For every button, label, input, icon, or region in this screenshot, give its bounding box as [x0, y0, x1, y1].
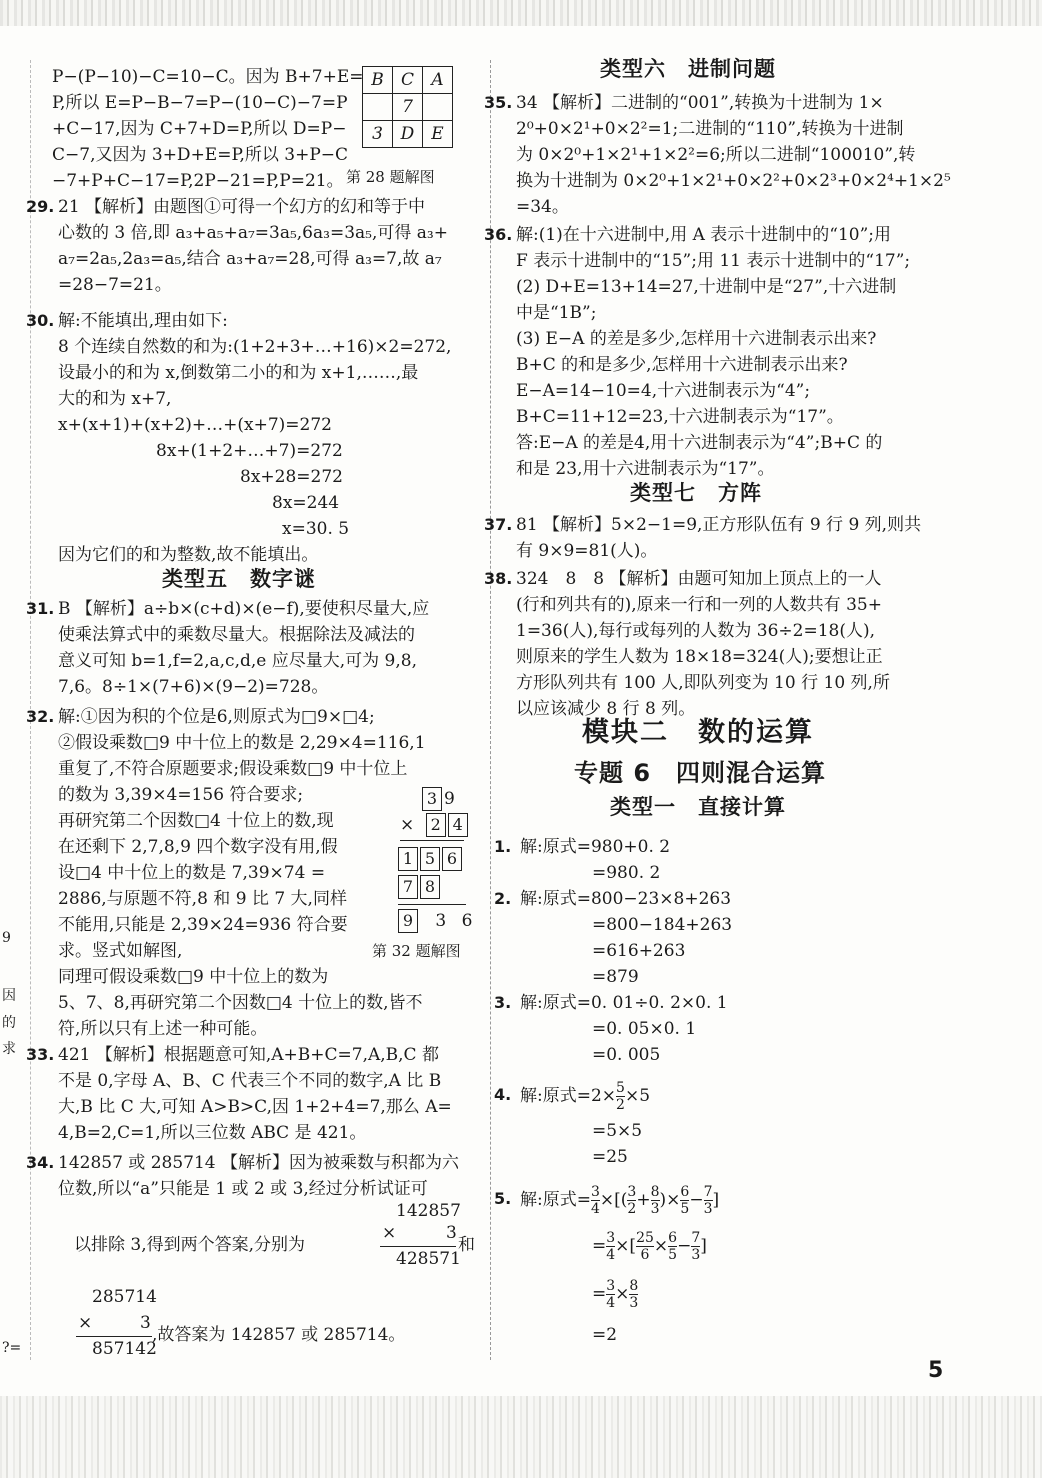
p3-line: 解:原式=0. 01÷0. 2×0. 1 — [520, 993, 728, 1013]
denominator: 4 — [606, 1295, 616, 1311]
q35-line: 换为十进制为 0×2⁰+1×2¹+0×2²+0×2³+0×2⁴+1×2⁵ — [516, 171, 951, 191]
q32-line: 解:①因为积的个位是6,则原式为□9×□4; — [58, 707, 375, 727]
scan-bottom-border — [0, 1396, 1042, 1478]
question-number: 33. — [26, 1045, 55, 1064]
q34-line: 和 — [458, 1235, 475, 1255]
fraction — [606, 1278, 615, 1311]
question-number: 4. — [494, 1085, 512, 1104]
digit-box: 2 — [426, 813, 446, 837]
p5-line: =2 — [592, 1325, 618, 1345]
q36-line: E−A=14−10=4,十六进制表示为“4”; — [516, 381, 811, 401]
page-number: 5 — [928, 1358, 944, 1383]
times-sign: × — [78, 1313, 93, 1333]
q34-line: 位数,所以“a”只能是 1 或 2 或 3,经过分析试证可 — [58, 1179, 428, 1199]
module-title: 模块二 数的运算 — [582, 717, 814, 748]
q32-line: 在还剩下 2,7,8,9 四个数字没有用,假 — [58, 837, 338, 857]
digit-box: 5 — [420, 847, 440, 871]
question-number: 1. — [494, 837, 512, 856]
column-divider — [490, 60, 491, 1360]
q37-line: 有 9×9=81(人)。 — [516, 541, 658, 561]
q30-line: 解:不能填出,理由如下: — [58, 311, 228, 331]
q32-line: 的数为 3,39×4=156 符合要求; — [58, 785, 304, 805]
digit-box: 4 — [448, 813, 468, 837]
q30-line: 因为它们的和为整数,故不能填出。 — [58, 545, 319, 565]
grid-cell: D — [393, 121, 423, 148]
fraction — [691, 1230, 700, 1263]
q32-line: 2886,与原题不符,8 和 9 比 7 大,同样 — [58, 889, 347, 909]
numerator: 3 — [606, 1278, 616, 1294]
q37-line: 81 【解析】5×2−1=9,正方形队伍有 9 行 9 列,则共 — [516, 515, 922, 535]
numerator: 7 — [703, 1184, 713, 1200]
fraction — [606, 1230, 615, 1263]
p3-line: =0. 05×0. 1 — [592, 1019, 697, 1039]
section-heading: 类型七 方阵 — [630, 481, 762, 505]
q36-line: B+C=11+12=23,十六进制表示为“17”。 — [516, 407, 844, 427]
denominator: 6 — [640, 1247, 650, 1263]
p1-line: =980. 2 — [592, 863, 661, 883]
numerator: 7 — [691, 1230, 701, 1246]
q34-product: 857142 — [92, 1339, 157, 1359]
denominator: 4 — [606, 1247, 616, 1263]
q36-line: F 表示十进制中的“15”;用 11 表示十进制中的“17”; — [516, 251, 911, 271]
digit: 6 — [461, 911, 473, 931]
question-number: 2. — [494, 889, 512, 908]
q34-multiplicand: 285714 — [92, 1287, 157, 1307]
section-heading: 类型五 数字谜 — [162, 567, 316, 591]
q35-line: 2⁰+0×2¹+0×2²=1;二进制的“110”,转换为十进制 — [516, 119, 904, 139]
denominator: 3 — [703, 1201, 713, 1217]
q34-multiplier: 3 — [446, 1223, 457, 1243]
q30-equation: x=30. 5 — [282, 519, 350, 539]
p2-line: 解:原式=800−23×8+263 — [520, 889, 732, 909]
p4-line — [520, 1076, 650, 1116]
numerator: 25 — [636, 1230, 654, 1246]
p2-line: =800−184+263 — [592, 915, 733, 935]
q36-line: 中是“1B”; — [516, 303, 597, 323]
numerator: 6 — [680, 1184, 690, 1200]
fraction — [636, 1230, 654, 1263]
question-number: 5. — [494, 1189, 512, 1208]
q32-line: 5、7、8,再研究第二个因数□4 十位上的数,皆不 — [58, 993, 423, 1013]
figure-caption: 第 28 题解图 — [346, 168, 435, 186]
q32-line: 设□4 中十位上的数是 7,39×74 = — [58, 863, 326, 883]
q34-line: 以排除 3,得到两个答案,分别为 — [74, 1235, 306, 1255]
denominator: 3 — [691, 1247, 701, 1263]
q34-line: 142857 或 285714 【解析】因为被乘数与积都为六 — [58, 1153, 460, 1173]
numerator: 8 — [629, 1278, 639, 1294]
margin-fragment: 9 — [2, 930, 11, 946]
question-number: 29. — [26, 197, 55, 216]
q33-line: 大,B 比 C 大,可知 A>B>C,因 1+2+4=7,那么 A= — [58, 1097, 452, 1117]
margin-fragment: 因 — [2, 988, 16, 1004]
grid-cell: C — [393, 67, 423, 94]
fraction — [680, 1184, 689, 1217]
grid-cell: B — [363, 67, 393, 94]
denominator: 3 — [629, 1295, 639, 1311]
q30-line: 8 个连续自然数的和为:(1+2+3+…+16)×2=272, — [58, 337, 452, 357]
q32-line: ②假设乘数□9 中十位上的数是 2,29×4=116,1 — [58, 733, 426, 753]
q31-line: 7,6。8÷1×(7+6)×(9−2)=728。 — [58, 677, 329, 697]
q34-multiplicand: 142857 — [396, 1201, 461, 1221]
q29-line: 21 【解析】由题图①可得一个幻方的幻和等于中 — [58, 197, 426, 217]
q32-line: 不能用,只能是 2,39×24=936 符合要 — [58, 915, 348, 935]
scan-top-border — [0, 0, 1042, 26]
q28-line: C−7,又因为 3+D+E=P,所以 3+P−C — [52, 145, 349, 165]
digit-box: 9 — [398, 909, 418, 933]
p5-text: 解:原式= — [520, 1190, 591, 1210]
denominator: 5 — [680, 1201, 690, 1217]
q30-line: 大的和为 x+7, — [58, 389, 172, 409]
q33-line: 不是 0,字母 A、B、C 代表三个不同的数字,A 比 B — [58, 1071, 442, 1091]
q28-line: P,所以 E=P−B−7=P−(10−C)−7=P — [52, 93, 348, 113]
q36-line: 答:E−A 的差是4,用十六进制表示为“4”;B+C 的 — [516, 433, 883, 453]
denominator: 3 — [650, 1201, 660, 1217]
q29-line: 心数的 3 倍,即 a₃+a₅+a₇=3a₅,6a₃=3a₅,可得 a₃+ — [58, 223, 448, 243]
q36-line: (3) E−A 的差是多少,怎样用十六进制表示出来? — [516, 329, 877, 349]
figure-caption: 第 32 题解图 — [372, 942, 461, 960]
denominator: 2 — [616, 1097, 625, 1113]
fraction — [704, 1184, 713, 1217]
q33-line: 421 【解析】根据题意可知,A+B+C=7,A,B,C 都 — [58, 1045, 439, 1065]
q28-line: +C−17,因为 C+7+D=P,所以 D=P− — [52, 119, 347, 139]
grid-cell — [363, 94, 393, 121]
q31-line: B 【解析】a÷b×(c+d)×(e−f),要使积尽量大,应 — [58, 599, 430, 619]
p5-line: = $\frac{3}{4}$ ×[ $\frac{25}{6}$ × $\frac{6}{5}$ − $\frac{7}{3}$ ] — [592, 1230, 707, 1263]
q30-equation: x+(x+1)+(x+2)+…+(x+7)=272 — [58, 415, 332, 435]
grid-cell: A — [423, 67, 453, 94]
q32-line: 求。竖式如解图, — [58, 941, 183, 961]
q32-line: 符,所以只有上述一种可能。 — [58, 1019, 268, 1039]
question-number: 32. — [26, 707, 55, 726]
section-heading: 类型一 直接计算 — [610, 795, 786, 819]
q35-line: =34。 — [516, 197, 569, 217]
numerator: 3 — [590, 1184, 600, 1200]
fraction — [627, 1184, 636, 1217]
numerator: 6 — [668, 1230, 678, 1246]
numerator: 3 — [627, 1184, 637, 1200]
question-number: 34. — [26, 1153, 55, 1172]
denominator: 5 — [668, 1247, 678, 1263]
q28-line: −7+P+C−17=P,2P−21=P,P=21。 — [52, 171, 344, 191]
fraction — [651, 1184, 660, 1217]
topic-title: 专题 6 四则混合运算 — [574, 759, 827, 787]
q38-line: 1=36(人),每行或每列的人数为 36÷2=18(人), — [516, 621, 875, 641]
q36-line: B+C 的和是多少,怎样用十六进制表示出来? — [516, 355, 848, 375]
q31-line: 使乘法算式中的乘数尽量大。根据除法及减法的 — [58, 625, 415, 645]
p4-text: 解:原式=2× — [520, 1086, 617, 1106]
q35-line: 34 【解析】二进制的“001”,转换为十进制为 1× — [516, 93, 884, 113]
q34-line: ,故答案为 142857 或 285714。 — [152, 1325, 406, 1345]
digit-box: 1 — [398, 847, 418, 871]
question-number: 37. — [484, 515, 513, 534]
digit-box: 7 — [398, 875, 418, 899]
q29-line: a₇=2a₅,2a₃=a₅,结合 a₃+a₇=28,可得 a₃=7,故 a₇ — [58, 249, 442, 269]
q36-line: 和是 23,用十六进制表示为“17”。 — [516, 459, 775, 479]
fraction — [616, 1080, 625, 1113]
grid-cell: 7 — [393, 94, 423, 121]
digit: 3 — [435, 911, 447, 931]
digit-box: 8 — [420, 875, 440, 899]
q36-line: 解:(1)在十六进制中,用 A 表示十进制中的“10”;用 — [516, 225, 892, 245]
q38-line: 则原来的学生人数为 18×18=324(人);要想让正 — [516, 647, 883, 667]
q36-line: (2) D+E=13+14=27,十进制中是“27”,十六进制 — [516, 277, 897, 297]
rule-line — [398, 904, 466, 905]
q30-equation: 8x+(1+2+…+7)=272 — [156, 441, 343, 461]
p4-line: =25 — [592, 1147, 628, 1167]
denominator: 2 — [627, 1201, 637, 1217]
p2-line: =616+263 — [592, 941, 686, 961]
q28-line: P−(P−10)−C=10−C。因为 B+7+E= — [52, 67, 364, 87]
q34-product: 428571 — [396, 1249, 461, 1269]
margin-fragment: 的 — [2, 1015, 16, 1031]
p4-line: =5×5 — [592, 1121, 643, 1141]
question-number: 38. — [484, 569, 513, 588]
p5-line: 解:原式= $\frac{3}{4}$ ×[( $\frac{3}{2}$ + $\frac{8}{3}$ )× $\frac{6}{5}$ − $\frac{7}{3}$ ] — [520, 1184, 720, 1217]
numerator: 5 — [616, 1080, 625, 1096]
q31-line: 意义可知 b=1,f=2,a,c,d,e 应尽量大,可为 9,8, — [58, 651, 417, 671]
p1-line: 解:原式=980+0. 2 — [520, 837, 671, 857]
question-number: 3. — [494, 993, 512, 1012]
question-number: 31. — [26, 599, 55, 618]
section-heading: 类型六 进制问题 — [600, 57, 776, 81]
question-number: 30. — [26, 311, 55, 330]
grid-cell: E — [423, 121, 453, 148]
q32-line: 重复了,不符合原题要求;假设乘数□9 中十位上 — [58, 759, 408, 779]
q30-line: 设最小的和为 x,倒数第二小的和为 x+1,……,最 — [58, 363, 419, 383]
margin-fragment: 求 — [2, 1041, 16, 1057]
q38-line: 方形队列共有 100 人,即队列变为 10 行 10 列,所 — [516, 673, 890, 693]
q32-line: 再研究第二个因数□4 十位上的数,现 — [58, 811, 334, 831]
margin-fragment: ?= — [2, 1340, 22, 1356]
grid-cell — [423, 94, 453, 121]
times-sign: × — [382, 1223, 397, 1243]
q32-line: 同理可假设乘数□9 中十位上的数为 — [58, 967, 329, 987]
q33-line: 4,B=2,C=1,所以三位数 ABC 是 421。 — [58, 1123, 367, 1143]
fraction — [591, 1184, 600, 1217]
fraction — [629, 1278, 638, 1311]
digit-box: 6 — [442, 847, 462, 871]
q28-figure-grid — [362, 66, 453, 148]
question-number: 36. — [484, 225, 513, 244]
digit: 9 — [444, 789, 455, 809]
q29-line: =28−7=21。 — [58, 275, 172, 295]
q38-line: 324 8 8 【解析】由题可知加上顶点上的一人 — [516, 569, 882, 589]
p2-line: =879 — [592, 967, 639, 987]
q38-line: (行和列共有的),原来一行和一列的人数共有 35+ — [516, 595, 882, 615]
q34-multiplier: 3 — [140, 1313, 151, 1333]
q30-equation: 8x=244 — [272, 493, 340, 513]
question-number: 35. — [484, 93, 513, 112]
p4-text: ×5 — [624, 1086, 651, 1106]
times-sign: × — [400, 815, 415, 835]
q35-line: 为 0×2⁰+1×2¹+1×2²=6;所以二进制“100010”,转 — [516, 145, 916, 165]
numerator: 3 — [606, 1230, 616, 1246]
numerator: 8 — [650, 1184, 660, 1200]
denominator: 4 — [590, 1201, 600, 1217]
q30-equation: 8x+28=272 — [240, 467, 343, 487]
p3-line: =0. 005 — [592, 1045, 661, 1065]
p5-line: = $\frac{3}{4}$ × $\frac{8}{3}$ — [592, 1278, 639, 1311]
digit-box: 3 — [422, 787, 442, 811]
q38-line: 以应该减少 8 行 8 列。 — [516, 699, 696, 719]
grid-cell: 3 — [363, 121, 393, 148]
fraction — [668, 1230, 677, 1263]
rule-line — [400, 840, 464, 841]
